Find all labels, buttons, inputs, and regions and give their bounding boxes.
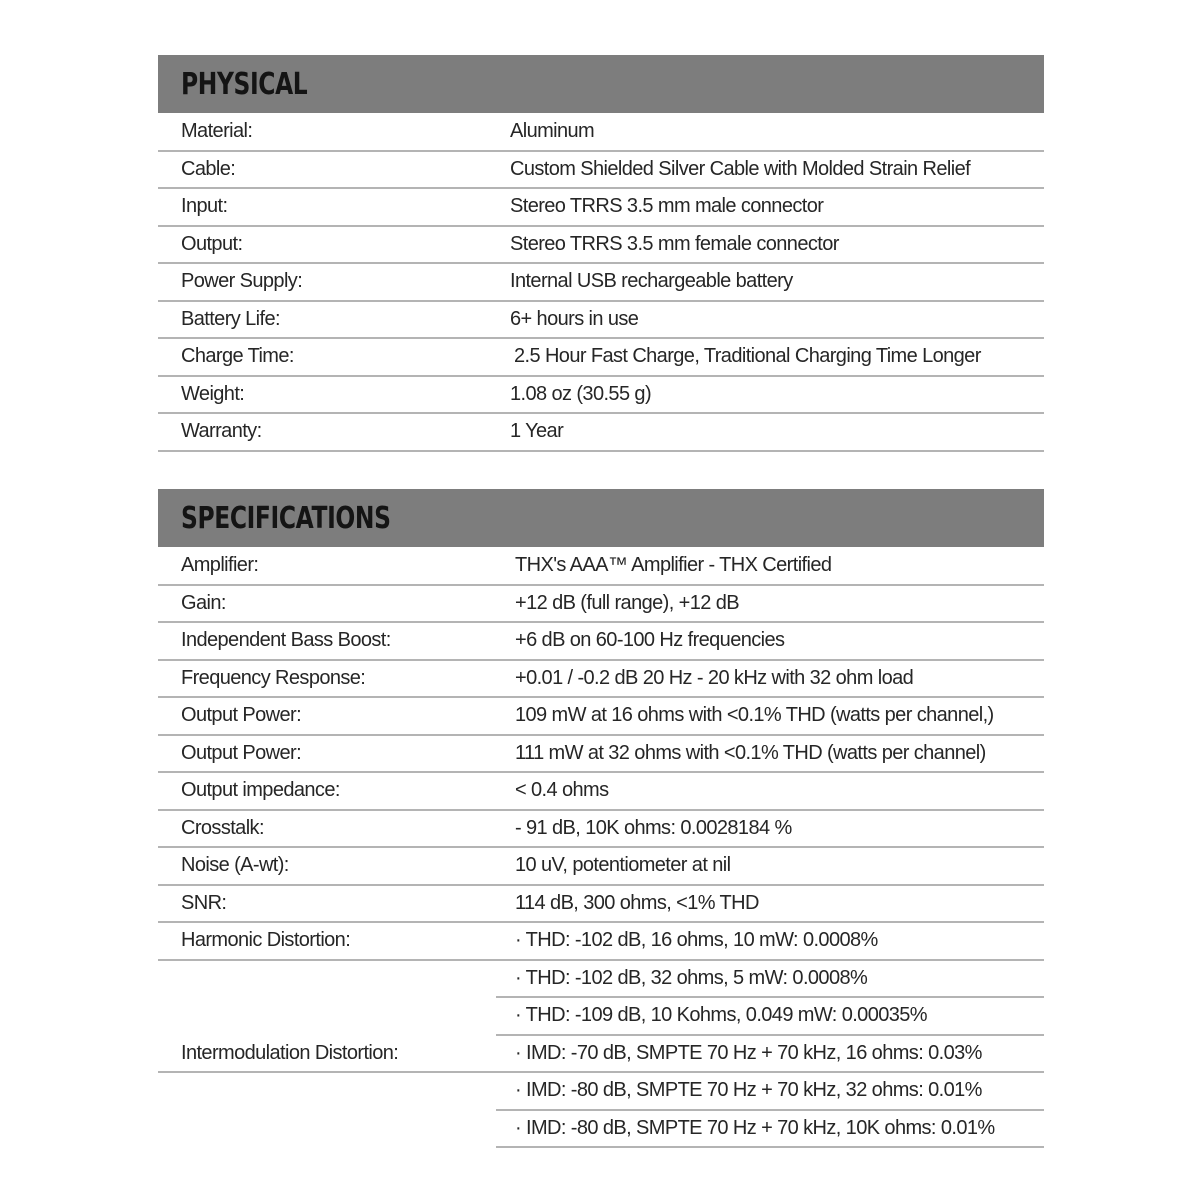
- spec-row-output-power-16: [158, 698, 1044, 736]
- row-value: 2.5 Hour Fast Charge, Traditional Charging Time Longer: [514, 345, 981, 367]
- row-label: Output Power:: [181, 741, 302, 764]
- physical-row-warranty: [158, 414, 1044, 452]
- spec-row-gain: [158, 586, 1044, 624]
- physical-row-input: [158, 189, 1044, 227]
- row-value: +6 dB on 60-100 Hz frequencies: [515, 629, 785, 651]
- row-value: 1 Year: [510, 420, 564, 442]
- row-value: 6+ hours in use: [510, 307, 639, 330]
- row-value: +12 dB (full range), +12 dB: [515, 591, 739, 614]
- row-value: · THD: -102 dB, 32 ohms, 5 mW: 0.0008%: [515, 966, 868, 989]
- row-label: Cable:: [181, 157, 236, 180]
- row-value: · IMD: -80 dB, SMPTE 70 Hz + 70 kHz, 32 ohms: 0.01%: [515, 1079, 982, 1101]
- physical-row-charge-time: [158, 339, 1044, 377]
- row-label: Harmonic Distortion:: [181, 929, 351, 951]
- physical-row-power-supply: [158, 264, 1044, 302]
- spec-row-harmonic-distortion: [158, 923, 1044, 961]
- row-value: 1.08 oz (30.55 g): [510, 382, 652, 405]
- row-label: Independent Bass Boost:: [181, 629, 391, 651]
- physical-row-weight: [158, 377, 1044, 415]
- row-value: · IMD: -70 dB, SMPTE 70 Hz + 70 kHz, 16 ohms: 0.03%: [515, 1041, 982, 1064]
- intermodulation-value-row: [496, 1073, 1044, 1111]
- row-label: Battery Life:: [181, 307, 280, 330]
- row-value: 10 uV, potentiometer at nil: [515, 854, 731, 876]
- spec-row-frequency-response: [158, 661, 1044, 699]
- spec-row-bass-boost: [158, 623, 1044, 661]
- row-label: Output impedance:: [181, 779, 340, 801]
- row-label: Weight:: [181, 382, 245, 405]
- row-value: < 0.4 ohms: [515, 779, 609, 801]
- spec-row-amplifier: [158, 548, 1044, 586]
- spec-row-output-impedance: [158, 773, 1044, 811]
- physical-header: [158, 55, 1044, 113]
- specifications-title: SPECIFICATIONS: [181, 500, 391, 536]
- row-value: THX's AAA™ Amplifier - THX Certified: [515, 554, 832, 576]
- row-value: Internal USB rechargeable battery: [510, 270, 793, 292]
- row-label: SNR:: [181, 891, 227, 914]
- harmonic-distortion-value-row: [496, 961, 1044, 999]
- row-label: Frequency Response:: [181, 666, 366, 689]
- intermodulation-value-row: [496, 1111, 1044, 1149]
- row-value: 109 mW at 16 ohms with <0.1% THD (watts per channel,): [515, 704, 994, 726]
- intermodulation-value-row: [496, 1036, 1044, 1074]
- row-value: 114 dB, 300 ohms, <1% THD: [515, 891, 759, 914]
- spec-row-output-power-32: [158, 736, 1044, 774]
- row-label: Warranty:: [181, 420, 262, 442]
- physical-row-output: [158, 227, 1044, 265]
- row-label: Crosstalk:: [181, 816, 264, 839]
- intermodulation-label-cell: [158, 961, 496, 1074]
- row-value: Custom Shielded Silver Cable with Molded Strain Relief: [510, 157, 971, 180]
- row-label: Power Supply:: [181, 270, 303, 292]
- row-value: +0.01 / -0.2 dB 20 Hz - 20 kHz with 32 ohm load: [515, 666, 914, 689]
- row-label: Output Power:: [181, 704, 302, 726]
- row-value: 111 mW at 32 ohms with <0.1% THD (watts per channel): [515, 741, 986, 764]
- physical-row-battery-life: [158, 302, 1044, 340]
- row-value: Stereo TRRS 3.5 mm male connector: [510, 195, 824, 217]
- row-label: Output:: [181, 232, 243, 255]
- spec-row-snr: [158, 886, 1044, 924]
- spec-row-noise: [158, 848, 1044, 886]
- intermodulation-label: Intermodulation Distortion:: [181, 1041, 399, 1064]
- physical-title: PHYSICAL: [181, 66, 308, 102]
- row-value: - 91 dB, 10K ohms: 0.0028184 %: [515, 816, 792, 839]
- row-value: · THD: -102 dB, 16 ohms, 10 mW: 0.0008%: [515, 929, 878, 951]
- physical-row-material: [158, 114, 1044, 152]
- row-value: Stereo TRRS 3.5 mm female connector: [510, 232, 839, 255]
- row-value: · THD: -109 dB, 10 Kohms, 0.049 mW: 0.00035%: [515, 1004, 927, 1026]
- row-value: Aluminum: [510, 120, 595, 142]
- physical-row-cable: [158, 152, 1044, 190]
- row-value: · IMD: -80 dB, SMPTE 70 Hz + 70 kHz, 10K ohms: 0.01%: [515, 1116, 995, 1139]
- harmonic-distortion-value-row: [496, 998, 1044, 1036]
- row-label: Charge Time:: [181, 345, 294, 367]
- row-label: Amplifier:: [181, 554, 259, 576]
- row-label: Gain:: [181, 591, 226, 614]
- row-label: Material:: [181, 120, 253, 142]
- row-label: Noise (A-wt):: [181, 854, 289, 876]
- spec-row-crosstalk: [158, 811, 1044, 849]
- specifications-header: [158, 489, 1044, 547]
- row-label: Input:: [181, 195, 228, 217]
